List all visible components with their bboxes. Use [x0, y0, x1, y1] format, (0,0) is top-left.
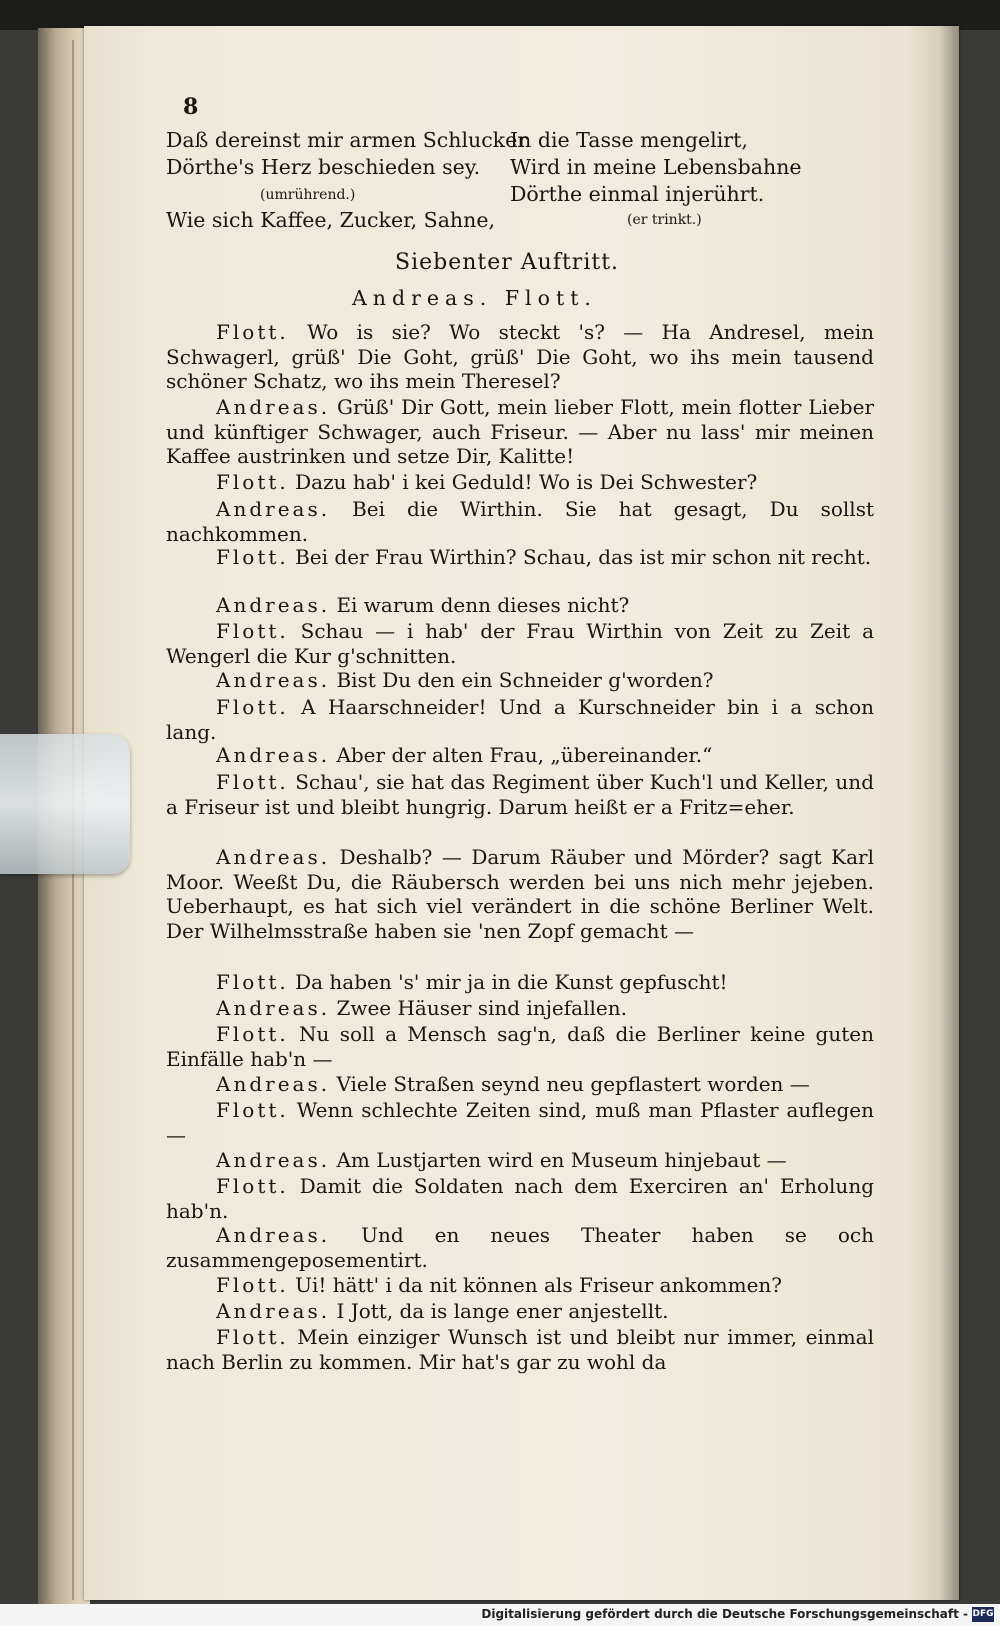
dialogue-22: [166, 1299, 874, 1324]
digitization-credit: Digitalisierung gefördert durch die Deutsche Forschungsgemeinschaft -: [481, 1607, 968, 1621]
dfg-logo: DFG: [972, 1607, 994, 1622]
dialogue-1: [166, 320, 874, 394]
dialogue-19: [166, 1174, 874, 1223]
speaker: Flott.: [216, 1325, 289, 1349]
verse-right-1: In die Tasse mengelirt,: [510, 128, 748, 152]
speaker: Andreas.: [216, 1299, 331, 1323]
speaker: Flott.: [216, 1174, 289, 1198]
speech: Nu soll a Mensch sag'n, daß die Berliner keine guten Einfälle hab'n —: [166, 1022, 874, 1071]
dialogue-21: [166, 1273, 874, 1298]
speaker: Flott.: [216, 545, 289, 569]
verse-right-2: Wird in meine Lebensbahne: [510, 155, 802, 179]
dialogue-15: [166, 1022, 874, 1071]
speech: Mein einziger Wunsch ist und bleibt nur immer, einmal nach Berlin zu kommen. Mir hat's gar zu wohl da: [166, 1325, 875, 1374]
dialogue-9: [166, 695, 874, 744]
speech: Zwee Häuser sind injefallen.: [336, 996, 627, 1020]
speech: Deshalb? — Darum Räuber und Mörder? sagt Karl Moor. Weeßt Du, die Räubersch werden bei uns nich mehr jejeben. Ueberhaupt, es hat sich viel verändert in die schöne Berliner Welt. Der Wilhelmsstraße haben sie 'nen Zopf gemacht —: [166, 845, 874, 943]
dialogue-2: [166, 395, 874, 469]
speaker: Flott.: [216, 770, 289, 794]
dialogue-18: [166, 1148, 874, 1173]
dialogue-4: [166, 497, 874, 546]
speech: Bei die Wirthin. Sie hat gesagt, Du sollst nachkommen.: [166, 497, 874, 546]
dialogue-17: [166, 1098, 874, 1147]
dialogue-7: [166, 619, 874, 668]
speaker: Andreas.: [216, 996, 331, 1020]
speaker: Flott.: [216, 1022, 289, 1046]
dialogue-16: [166, 1072, 874, 1097]
speaker: Flott.: [216, 970, 289, 994]
speech: Und en neues Theater haben se och zusammengeposementirt.: [166, 1223, 875, 1272]
speech: Da haben 's' mir ja in die Kunst gepfuscht!: [295, 970, 728, 994]
speaker: Andreas.: [216, 668, 331, 692]
dialogue-23: [166, 1325, 874, 1374]
dialogue-5: [166, 545, 874, 570]
speech: Schau', sie hat das Regiment über Kuch'l und Keller, und a Friseur ist und bleibt hungrig. Darum heißt er a Fritz=eher.: [166, 770, 874, 819]
speaker: Andreas.: [216, 845, 331, 869]
speaker: Flott.: [216, 320, 289, 344]
page-gutter-shadow: [940, 26, 960, 1600]
speech: Am Lustjarten wird en Museum hinjebaut —: [336, 1148, 787, 1172]
dialogue-13: [166, 970, 874, 995]
speaker: Andreas.: [216, 497, 331, 521]
speech: I Jott, da is lange ener anjestellt.: [336, 1299, 669, 1323]
speaker: Flott.: [216, 470, 289, 494]
speech: Aber der alten Frau, „übereinander.“: [336, 743, 713, 767]
speech: Bist Du den ein Schneider g'worden?: [336, 668, 714, 692]
verse-right-3: Dörthe einmal injerührt.: [510, 182, 765, 206]
speaker: Flott.: [216, 695, 289, 719]
speaker: Andreas.: [216, 593, 331, 617]
dialogue-14: [166, 996, 874, 1021]
verse-left-1: Daß dereinst mir armen Schlucker: [166, 128, 528, 152]
dialogue-11: [166, 770, 874, 819]
dialogue-6: [166, 593, 874, 618]
speech: Bei der Frau Wirthin? Schau, das ist mir schon nit recht.: [295, 545, 872, 569]
dialogue-12: [166, 845, 874, 943]
speech: Damit die Soldaten nach dem Exerciren an' Erholung hab'n.: [166, 1174, 874, 1223]
stage-direction-1: (umrührend.): [260, 187, 356, 203]
speech: Dazu hab' i kei Geduld! Wo is Dei Schwester?: [295, 470, 758, 494]
speech: A Haarschneider! Und a Kurschneider bin i a schon lang.: [166, 695, 874, 744]
dialogue-20: [166, 1223, 874, 1272]
speech: Wo is sie? Wo steckt 's? — Ha Andresel, mein Schwagerl, grüß' Die Goht, grüß' Die Goht, wo ihs mein tausend schöner Schatz, wo ihs mein Theresel?: [166, 320, 875, 394]
dialogue-10: [166, 743, 874, 768]
speech: Grüß' Dir Gott, mein lieber Flott, mein flotter Lieber und künftiger Schwager, auch Friseur. — Aber nu lass' mir meinen Kaffee austrinken und setze Dir, Kalitte!: [166, 395, 875, 469]
speech: Ui! hätt' i da nit können als Friseur ankommen?: [295, 1273, 783, 1297]
verse-left-3: Wie sich Kaffee, Zucker, Sahne,: [166, 208, 495, 232]
stage-direction-2: (er trinkt.): [627, 212, 702, 228]
speech: Wenn schlechte Zeiten sind, muß man Pflaster auflegen —: [166, 1098, 874, 1147]
dialogue-8: [166, 668, 874, 693]
scene-title: Siebenter Auftritt.: [395, 250, 620, 275]
speaker: Andreas.: [216, 1148, 331, 1172]
speaker: Flott.: [216, 1273, 289, 1297]
speech: Schau — i hab' der Frau Wirthin von Zeit zu Zeit a Wengerl die Kur g'schnitten.: [166, 619, 874, 668]
speaker: Andreas.: [216, 395, 331, 419]
scene-characters: Andreas. Flott.: [352, 286, 597, 310]
speaker: Flott.: [216, 1098, 289, 1122]
speaker: Andreas.: [216, 1072, 331, 1096]
verse-left-2: Dörthe's Herz beschieden sey.: [166, 155, 481, 179]
dialogue-3: [166, 470, 874, 495]
scanner-clip: [0, 734, 130, 874]
speech: Viele Straßen seynd neu gepflastert worden —: [336, 1072, 810, 1096]
speaker: Andreas.: [216, 1223, 331, 1247]
speaker: Andreas.: [216, 743, 331, 767]
page-number: 8: [183, 94, 199, 120]
speech: Ei warum denn dieses nicht?: [336, 593, 630, 617]
speaker: Flott.: [216, 619, 289, 643]
